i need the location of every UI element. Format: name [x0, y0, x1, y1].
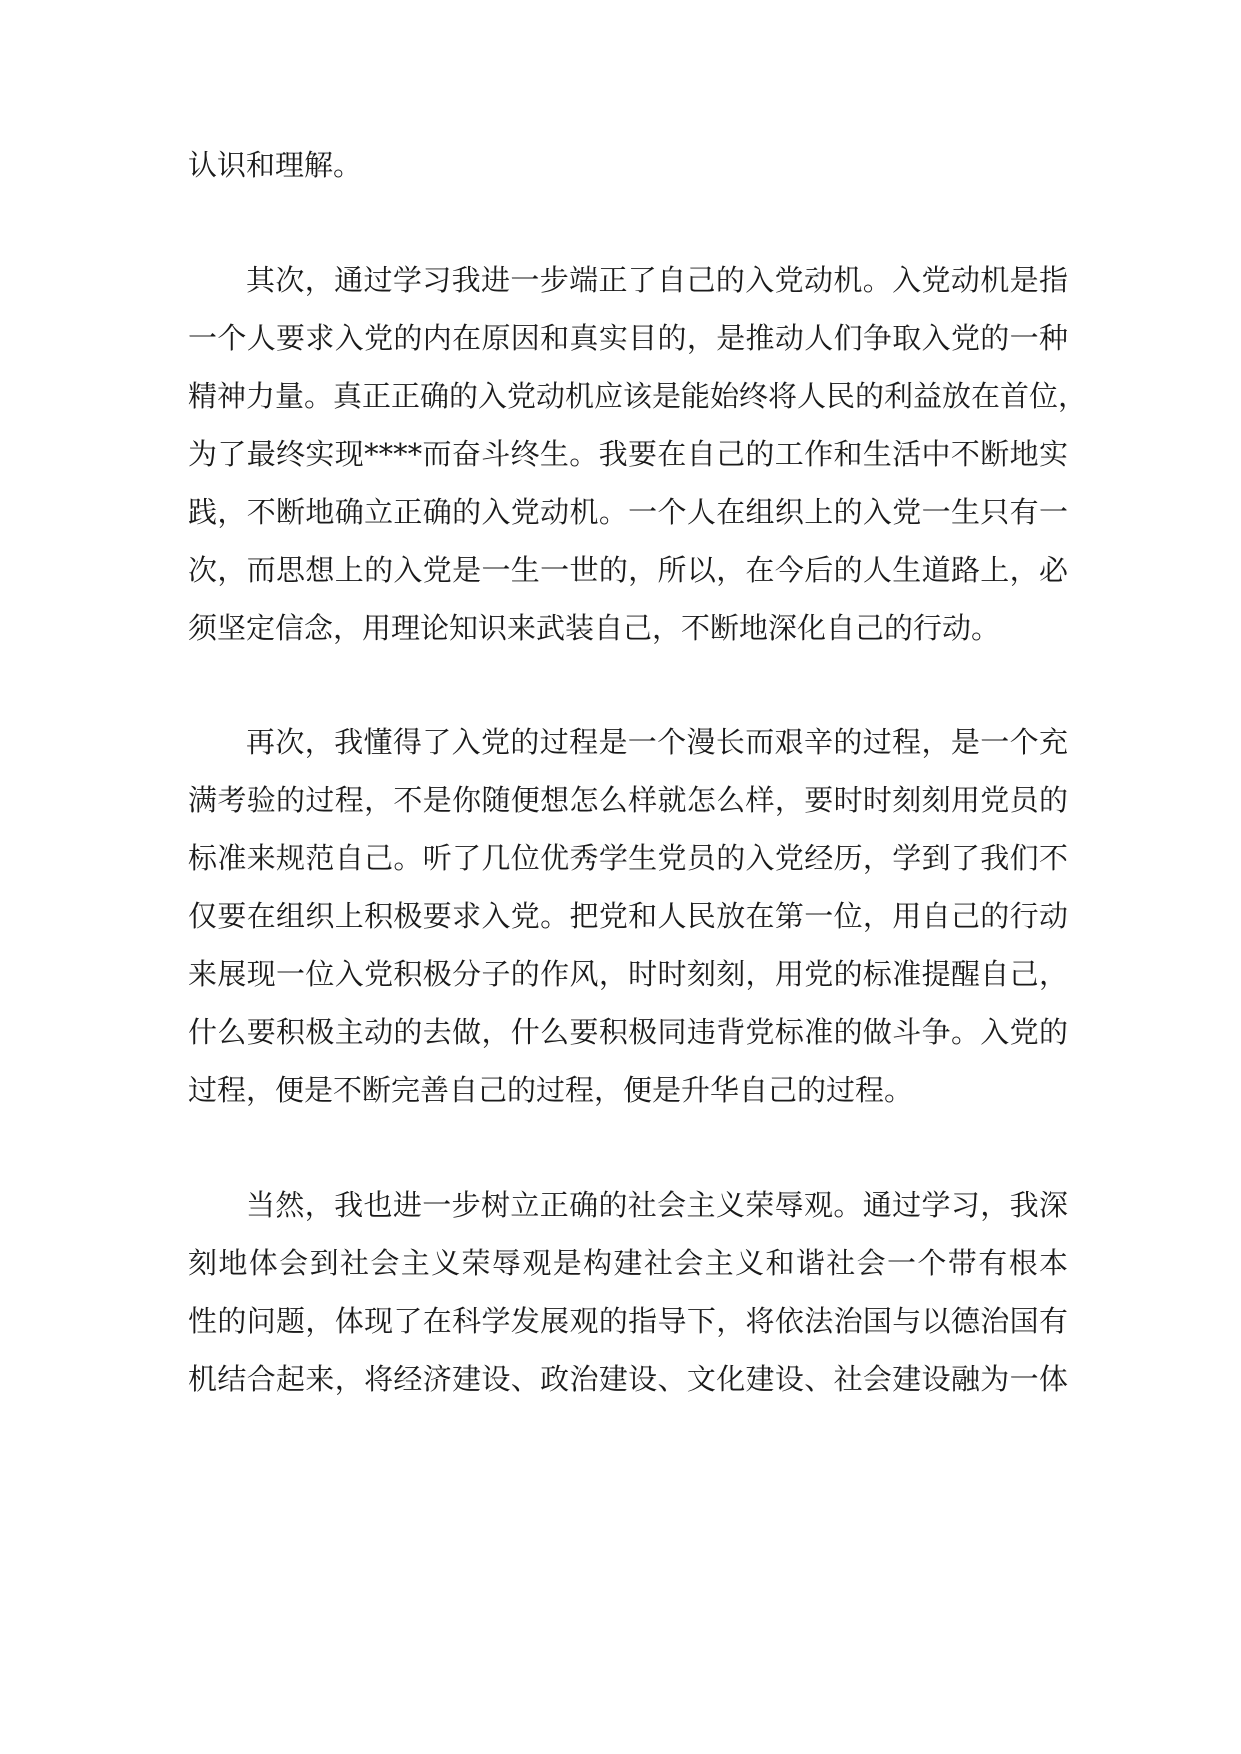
paragraph-2-line-1: 其次，通过学习我进一步端正了自己的入党动机。入党动机是指: [246, 263, 1068, 297]
paragraph-2-line-2: 一个人要求入党的内在原因和真实目的，是推动人们争取入党的一种: [188, 321, 1068, 355]
paragraph-3-line-3: 标准来规范自己。听了几位优秀学生党员的入党经历，学到了我们不: [188, 841, 1068, 875]
paragraph-4-line-3: 性的问题，体现了在科学发展观的指导下，将依法治国与以德治国有: [188, 1304, 1068, 1338]
paragraph-2-line-4: 为了最终实现****而奋斗终生。我要在自己的工作和生活中不断地实: [188, 437, 1068, 471]
paragraph-3-line-7: 过程，便是不断完善自己的过程，便是升华自己的过程。: [188, 1073, 914, 1107]
paragraph-2-line-6: 次，而思想上的入党是一生一世的，所以，在今后的人生道路上，必: [188, 553, 1068, 587]
paragraph-2-line-5: 践，不断地确立正确的入党动机。一个人在组织上的入党一生只有一: [188, 495, 1068, 529]
paragraph-3-line-5: 来展现一位入党积极分子的作风，时时刻刻，用党的标准提醒自己，: [188, 957, 1068, 991]
paragraph-2-line-3: 精神力量。真正正确的入党动机应该是能始终将人民的利益放在首位，: [188, 379, 1088, 413]
paragraph-4-line-1: 当然，我也进一步树立正确的社会主义荣辱观。通过学习，我深: [246, 1188, 1068, 1222]
paragraph-4-line-4: 机结合起来，将经济建设、政治建设、文化建设、社会建设融为一体: [188, 1362, 1068, 1396]
paragraph-3-line-2: 满考验的过程，不是你随便想怎么样就怎么样，要时时刻刻用党员的: [188, 783, 1068, 817]
paragraph-3-line-1: 再次，我懂得了入党的过程是一个漫长而艰辛的过程，是一个充: [246, 725, 1068, 759]
paragraph-3-line-6: 什么要积极主动的去做，什么要积极同违背党标准的做斗争。入党的: [188, 1015, 1068, 1049]
paragraph-4-line-2: 刻地体会到社会主义荣辱观是构建社会主义和谐社会一个带有根本: [188, 1246, 1068, 1280]
paragraph-3-line-4: 仅要在组织上积极要求入党。把党和人民放在第一位，用自己的行动: [188, 899, 1068, 933]
paragraph-1-line-1: 认识和理解。: [188, 148, 363, 182]
paragraph-2-line-7: 须坚定信念，用理论知识来武装自己，不断地深化自己的行动。: [188, 611, 1001, 645]
